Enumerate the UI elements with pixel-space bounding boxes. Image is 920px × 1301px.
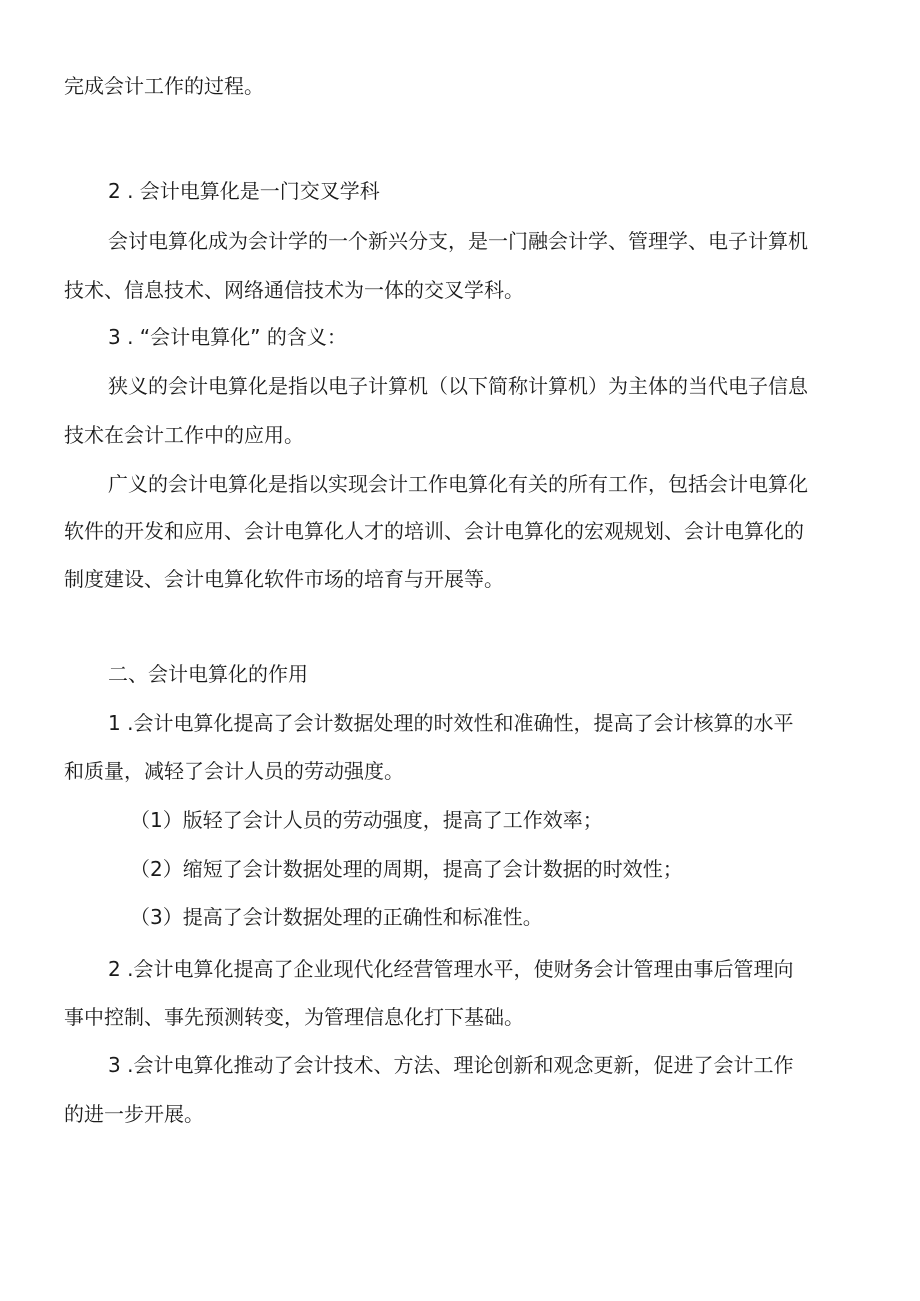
paragraph-line: 技术在会计工作中的应用。 <box>64 423 304 447</box>
paragraph-line: 3 .会计电算化推动了会计技术、方法、理论创新和观念更新，促进了会计工作 <box>108 1053 794 1077</box>
list-item: （1）版轻了会计人员的劳动强度，提高了工作效率； <box>130 808 603 832</box>
paragraph-line: 的进一步开展。 <box>64 1102 204 1126</box>
list-item: （3）提高了会计数据处理的正确性和标准性。 <box>130 905 543 929</box>
paragraph-line: 1 .会计电算化提高了会计数据处理的时效性和准确性，提高了会计核算的水平 <box>108 711 794 735</box>
paragraph-line: 广义的会计电算化是指以实现会计工作电算化有关的所有工作，包括会计电算化 <box>108 472 808 496</box>
paragraph-line: 技术、信息技术、网络通信技术为一体的交叉学科。 <box>64 278 524 302</box>
chapter-heading: 二、会计电算化的作用 <box>108 662 308 686</box>
paragraph-line: 狭义的会计电算化是指以电子计算机（以下简称计算机）为主体的当代电子信息 <box>108 374 808 398</box>
paragraph-line: 2 .会计电算化提高了企业现代化经营管理水平，使财务会计管理由事后管理向 <box>108 957 794 981</box>
paragraph-line: 事中控制、事先预测转变，为管理信息化打下基础。 <box>64 1005 524 1029</box>
section-heading: 2 . 会计电算化是一门交叉学科 <box>108 179 380 203</box>
paragraph-line: 制度建设、会计电算化软件市场的培育与开展等。 <box>64 567 504 591</box>
paragraph-line: 和质量，减轻了会计人员的劳动强度。 <box>64 759 404 783</box>
section-heading: 3 . “会计电算化” 的含义： <box>108 325 347 349</box>
paragraph-line: 会讨电算化成为会计学的一个新兴分支，是一门融会计学、管理学、电子计算机 <box>108 229 808 253</box>
paragraph-line: 软件的开发和应用、会计电算化人才的培训、会计电算化的宏观规划、会计电算化的 <box>64 519 804 543</box>
list-item: （2）缩短了会计数据处理的周期，提高了会计数据的时效性； <box>130 857 683 881</box>
paragraph-line: 完成会计工作的过程。 <box>64 74 264 98</box>
